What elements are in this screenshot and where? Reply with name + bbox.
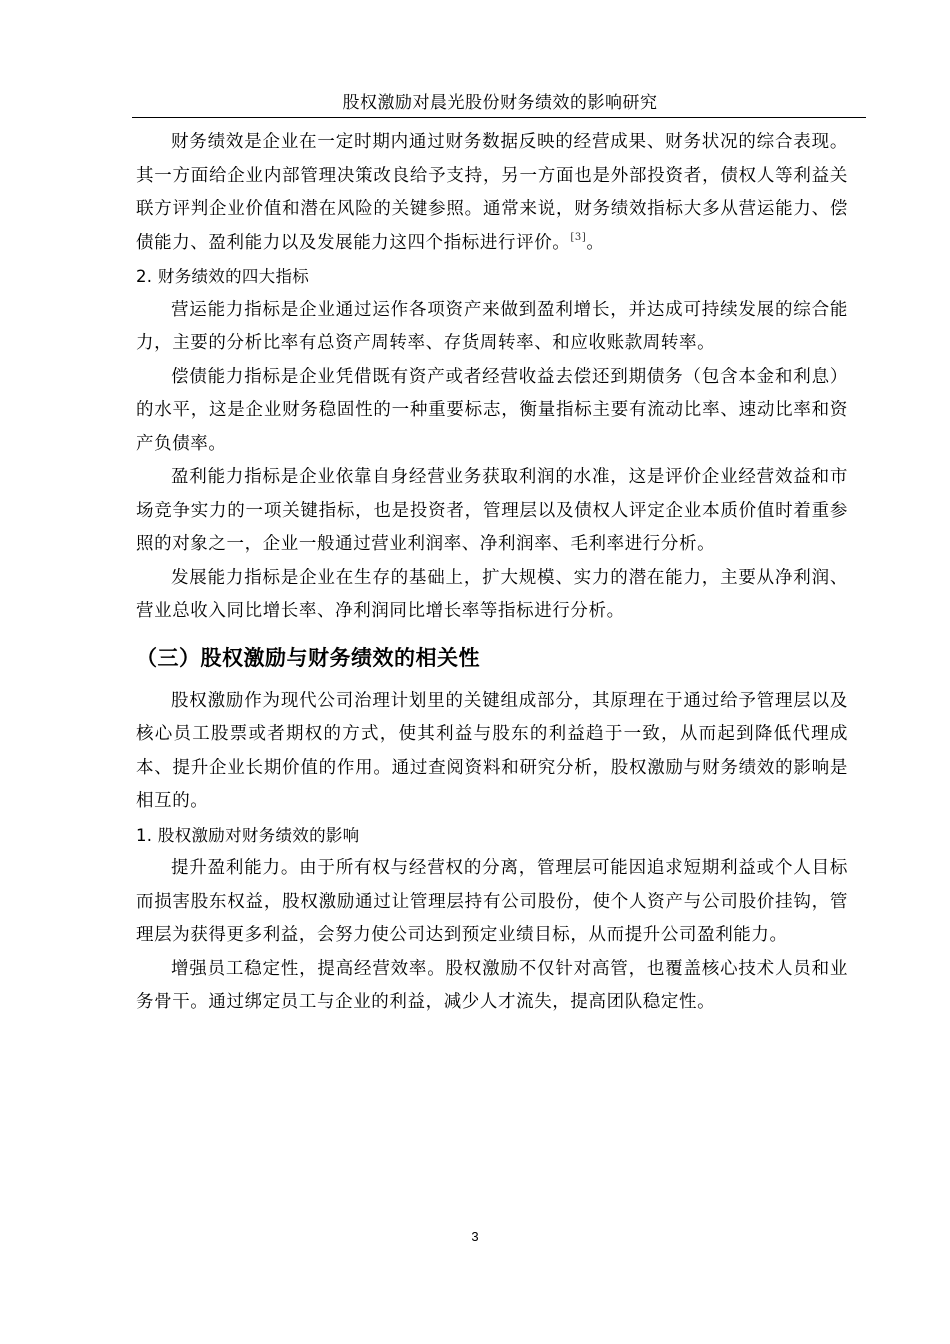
paragraph-improve-profitability: 提升盈利能力。由于所有权与经营权的分离，管理层可能因追求短期利益或个人目标而损害股东权益，股权激励通过让管理层持有公司股份，使个人资产与公司股价挂钩，管理层为获得更多利益，会努力使公司达到预定业绩目标，从而提升公司盈利能力。: [136, 858, 848, 945]
citation-reference[interactable]: [3]: [570, 231, 587, 243]
paragraph-end-punct: 。: [586, 232, 605, 253]
paragraph-growth-capacity: 发展能力指标是企业在生存的基础上，扩大规模、实力的潜在能力，主要从净利润、营业总收入同比增长率、净利润同比增长率等指标进行分析。: [136, 567, 848, 621]
paragraph-text: 财务绩效是企业在一定时期内通过财务数据反映的经营成果、财务状况的综合表现。其一方面给企业内部管理决策改良给予支持，另一方面也是外部投资者，债权人等利益关联方评判企业价值和潜在风险的关键参照。通常来说，财务绩效指标大多从营运能力、偿债能力、盈利能力以及发展能力这四个指标进行评价。: [136, 132, 848, 253]
paragraph-operating-capacity: 营运能力指标是企业通过运作各项资产来做到盈利增长，并达成可持续发展的综合能力，主要的分析比率有总资产周转率、存货周转率、和应收账款周转率。: [136, 299, 848, 353]
paragraph-financial-performance-definition: [136, 126, 848, 260]
header-rule: [132, 117, 866, 118]
section-heading-correlation: （三）股权激励与财务绩效的相关性: [136, 645, 480, 670]
subheading-impact-on-performance: 1. 股权激励对财务绩效的影响: [136, 825, 360, 845]
subheading-four-indicators: 2. 财务绩效的四大指标: [136, 267, 310, 286]
page-number: 3: [471, 1229, 479, 1244]
document-body: [136, 126, 848, 1020]
paragraph-solvency: 偿债能力指标是企业凭借既有资产或者经营收益去偿还到期债务（包含本金和利息）的水平，这是企业财务稳固性的一种重要标志，衡量指标主要有流动比率、速动比率和资产负债率。: [136, 366, 848, 454]
paragraph-employee-stability: 增强员工稳定性，提高经营效率。股权激励不仅针对高管，也覆盖核心技术人员和业务骨干。通过绑定员工与企业的利益，减少人才流失，提高团队稳定性。: [136, 958, 848, 1012]
paragraph-profitability: 盈利能力指标是企业依靠自身经营业务获取利润的水准，这是评价企业经营效益和市场竞争实力的一项关键指标，也是投资者，管理层以及债权人评定企业本质价值时着重参照的对象之一，企业一般通过营业利润率、净利润率、毛利率进行分析。: [136, 467, 848, 554]
running-header-title: 股权激励对晨光股份财务绩效的影响研究: [342, 93, 658, 113]
paragraph-equity-incentive-intro: 股权激励作为现代公司治理计划里的关键组成部分，其原理在于通过给予管理层以及核心员工股票或者期权的方式，使其利益与股东的利益趋于一致，从而起到降低代理成本、提升企业长期价值的作用。通过查阅资料和研究分析，股权激励与财务绩效的影响是相互的。: [136, 690, 848, 811]
